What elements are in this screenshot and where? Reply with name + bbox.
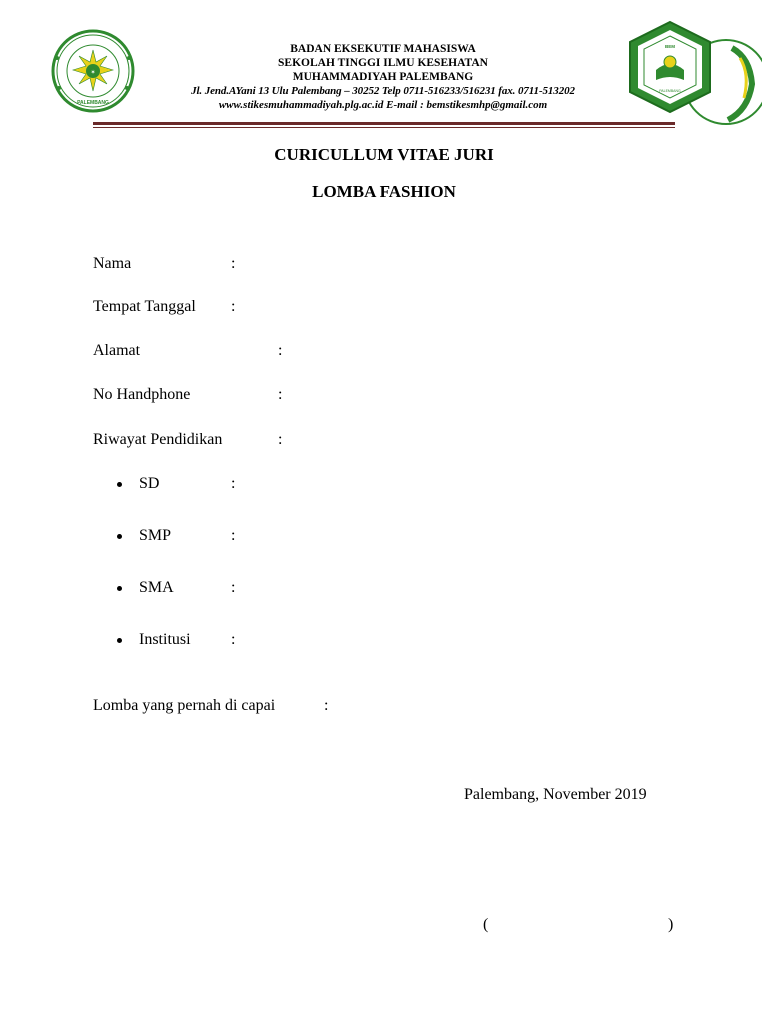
- place-date: Palembang, November 2019: [464, 786, 647, 803]
- header-divider-thin: [93, 127, 675, 128]
- letterhead: [140, 42, 626, 112]
- field-label-alamat: Alamat: [93, 342, 141, 359]
- svg-text:✶: ✶: [90, 70, 96, 76]
- colon-nama: :: [231, 255, 236, 272]
- bullet-icon: [117, 638, 122, 643]
- field-label-tempat-tanggal: Tempat Tanggal: [93, 298, 196, 315]
- colon-smp: :: [231, 527, 236, 544]
- bullet-icon: [117, 482, 122, 487]
- colon-alamat: :: [278, 342, 283, 359]
- svg-text:PALEMBANG: PALEMBANG: [659, 89, 681, 93]
- logo-left-bottom-text: PALEMBANG: [77, 100, 109, 106]
- field-label-no-handphone: No Handphone: [93, 386, 191, 403]
- colon-tempat-tanggal: :: [231, 298, 236, 315]
- bullet-icon: [117, 586, 122, 591]
- education-item-institusi: Institusi: [139, 631, 191, 648]
- field-label-riwayat-pendidikan: Riwayat Pendidikan: [93, 431, 223, 448]
- bem-logo-icon: [622, 18, 762, 130]
- education-item-sma: SMA: [139, 579, 174, 596]
- field-label-nama: Nama: [93, 255, 132, 272]
- signature-close-paren: ): [668, 916, 674, 933]
- colon-no-handphone: :: [278, 386, 283, 403]
- header-divider-thick: [93, 122, 675, 125]
- colon-riwayat-pendidikan: :: [278, 431, 283, 448]
- field-label-lomba: Lomba yang pernah di capai: [93, 697, 276, 714]
- svg-text:BEM: BEM: [665, 44, 675, 49]
- stikes-logo-icon: [45, 28, 141, 114]
- letterhead-line-1: BADAN EKSEKUTIF MAHASISWA: [290, 43, 476, 55]
- document-subtitle: LOMBA FASHION: [312, 182, 456, 201]
- signature-open-paren: (: [483, 916, 489, 933]
- letterhead-line-2: SEKOLAH TINGGI ILMU KESEHATAN: [278, 57, 488, 69]
- colon-institusi: :: [231, 631, 236, 648]
- letterhead-line-3: MUHAMMADIYAH PALEMBANG: [292, 71, 474, 83]
- letterhead-address: Jl. Jend.AYani 13 Ulu Palembang – 30252 Telp 0711-516233/516231 fax. 0711-513202: [191, 85, 575, 97]
- education-item-smp: SMP: [139, 527, 172, 544]
- document-title: CURICULLUM VITAE JURI: [274, 145, 494, 164]
- colon-lomba: :: [324, 697, 329, 714]
- education-item-sd: SD: [139, 475, 160, 492]
- colon-sd: :: [231, 475, 236, 492]
- colon-sma: :: [231, 579, 236, 596]
- bullet-icon: [117, 534, 122, 539]
- letterhead-web-email: www.stikesmuhammadiyah.plg.ac.id E-mail : bemstikesmhp@gmail.com: [218, 99, 548, 111]
